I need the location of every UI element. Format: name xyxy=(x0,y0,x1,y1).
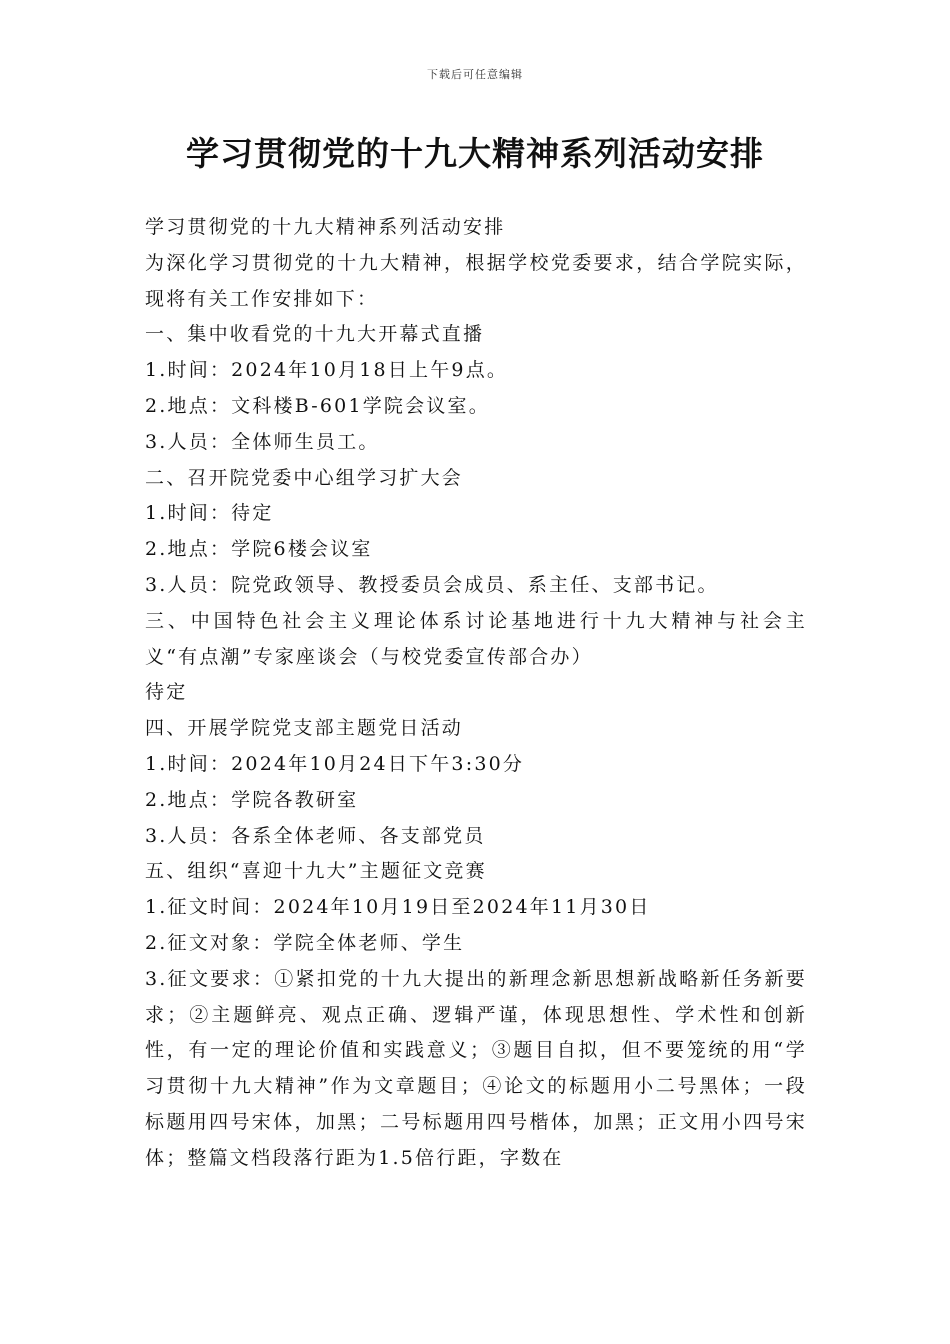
document-title: 学习贯彻党的十九大精神系列活动安排 xyxy=(186,134,764,173)
section-heading-5: 五、组织“喜迎十九大”主题征文竞赛 xyxy=(145,860,487,883)
section-2-people: 3.人员：院党政领导、教授委员会成员、系主任、支部书记。 xyxy=(145,573,719,596)
section-2-location: 2.地点：学院6楼会议室 xyxy=(145,538,373,561)
section-heading-2: 二、召开院党委中心组学习扩大会 xyxy=(145,466,464,489)
document-body xyxy=(145,210,807,1177)
section-1-time: 1.时间：2024年10月18日上午9点。 xyxy=(145,359,509,382)
section-1-location: 2.地点：文科楼B-601学院会议室。 xyxy=(145,394,490,417)
section-4-time: 1.时间：2024年10月24日下午3:30分 xyxy=(145,752,525,775)
section-4-people: 3.人员：各系全体老师、各支部党员 xyxy=(145,824,486,847)
section-3-status: 待定 xyxy=(145,681,188,704)
intro-paragraph: 为深化学习贯彻党的十九大精神，根据学校党委要求，结合学院实际，现将有关工作安排如下： xyxy=(145,251,807,310)
section-5-requirements: 3.征文要求：①紧扣党的十九大提出的新理念新思想新战略新任务新要求；②主题鲜亮、观点正确、逻辑严谨，体现思想性、学术性和创新性，有一定的理论价值和实践意义；③题目自拟，但不要笼统的用“学习贯彻十九大精神”作为文章题目；④论文的标题用小二号黑体；一段标题用四号宋体，加黑；二号标题用四号楷体，加黑；正文用小四号宋体；整篇文档段落行距为1.5倍行距，字数在 xyxy=(145,967,807,1169)
header-note: 下载后可任意编辑 xyxy=(427,68,523,81)
section-5-time: 1.征文时间：2024年10月19日至2024年11月30日 xyxy=(145,896,651,919)
section-heading-3: 三、中国特色社会主义理论体系讨论基地进行十九大精神与社会主义“有点潮”专家座谈会（与校党委宣传部合办） xyxy=(145,609,807,668)
section-5-audience: 2.征文对象：学院全体老师、学生 xyxy=(145,931,465,954)
section-heading-1: 一、集中收看党的十九大开幕式直播 xyxy=(145,323,485,346)
section-2-time: 1.时间：待定 xyxy=(145,502,274,525)
section-heading-4: 四、开展学院党支部主题党日活动 xyxy=(145,717,464,740)
section-4-location: 2.地点：学院各教研室 xyxy=(145,788,359,811)
section-1-people: 3.人员：全体师生员工。 xyxy=(145,430,380,453)
subtitle-paragraph: 学习贯彻党的十九大精神系列活动安排 xyxy=(145,216,506,238)
